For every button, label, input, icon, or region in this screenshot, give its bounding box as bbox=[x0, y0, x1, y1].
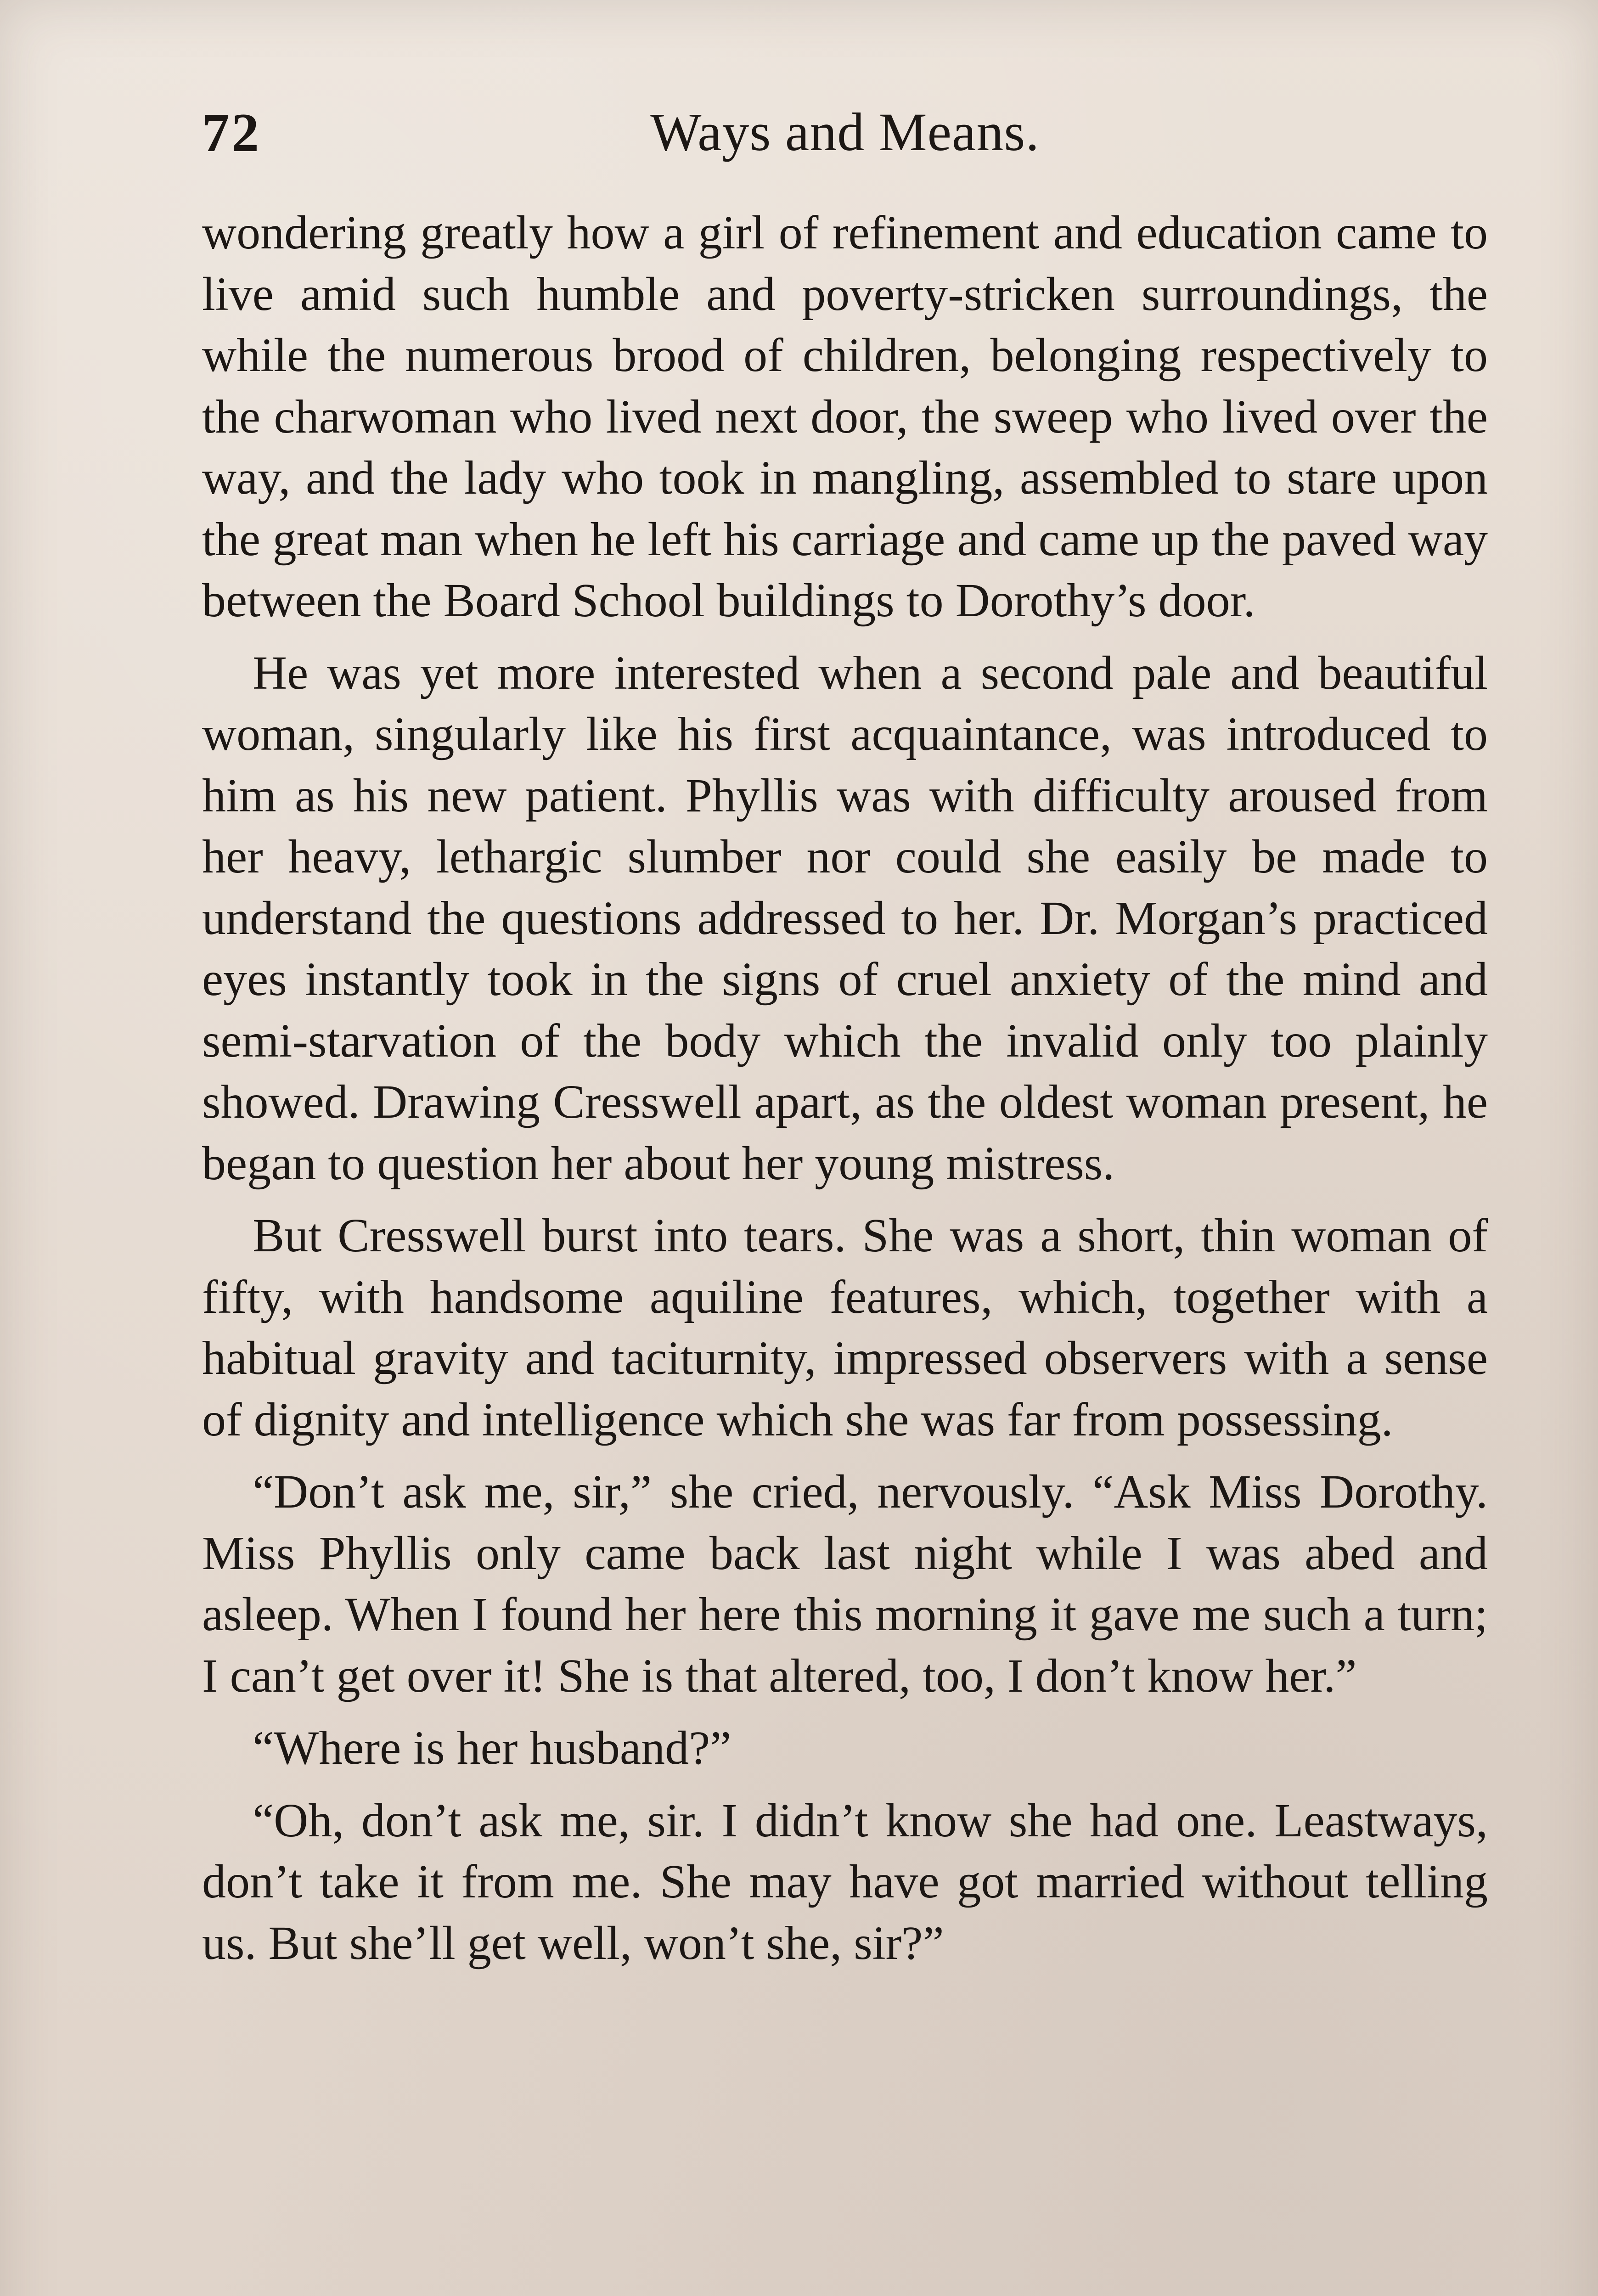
paragraph: But Cresswell burst into tears. She was a short, thin woman of fifty, with handsome aquiline features, which, together with a habitual gravity and taciturnity, impressed observers with a sense of dignity and intelligence which she was far from possessing. bbox=[202, 1209, 1488, 1446]
page-header bbox=[202, 92, 1488, 161]
paragraph: “Oh, don’t ask me, sir. I didn’t know she had one. Leastways, don’t take it from me. She may have got married without telling us. But she’ll get well, won’t she, sir?” bbox=[202, 1794, 1488, 1970]
paragraph: “Don’t ask me, sir,” she cried, nervously. “Ask Miss Dorothy. Miss Phyllis only came back last night while I was abed and asleep. When I found her here this morning it gave me such a turn; I can’t get over it! She is that altered, too, I don’t know her.” bbox=[202, 1465, 1488, 1702]
paragraph: “Where is her husband?” bbox=[253, 1722, 731, 1774]
page-number: 72 bbox=[202, 102, 261, 163]
running-title: Ways and Means. bbox=[650, 102, 1040, 162]
body-text bbox=[202, 202, 1488, 1985]
paragraph: wondering greatly how a girl of refinement and education came to live amid such humble and poverty-stricken surroundings, the while the numerous brood of children, belonging respectively to the charwoman who lived next door, the sweep who lived over the way, and the lady who took in mangling, assembled to stare upon the great man when he left his carriage and came up the paved way between the Board School buildings to Dorothy’s door. bbox=[202, 206, 1488, 627]
paragraph: He was yet more interested when a second pale and beautiful woman, singularly like his first acquaintance, was introduced to him as his new patient. Phyllis was with difficulty aroused from her heavy, lethargic slumber nor could she easily be made to understand the questions addressed to her. Dr. Morgan’s practiced eyes instantly took in the signs of cruel anxiety of the mind and semi-starvation of the body which the invalid only too plainly showed. Drawing Cresswell apart, as the oldest woman present, he began to question her about her young mistress. bbox=[202, 646, 1488, 1190]
